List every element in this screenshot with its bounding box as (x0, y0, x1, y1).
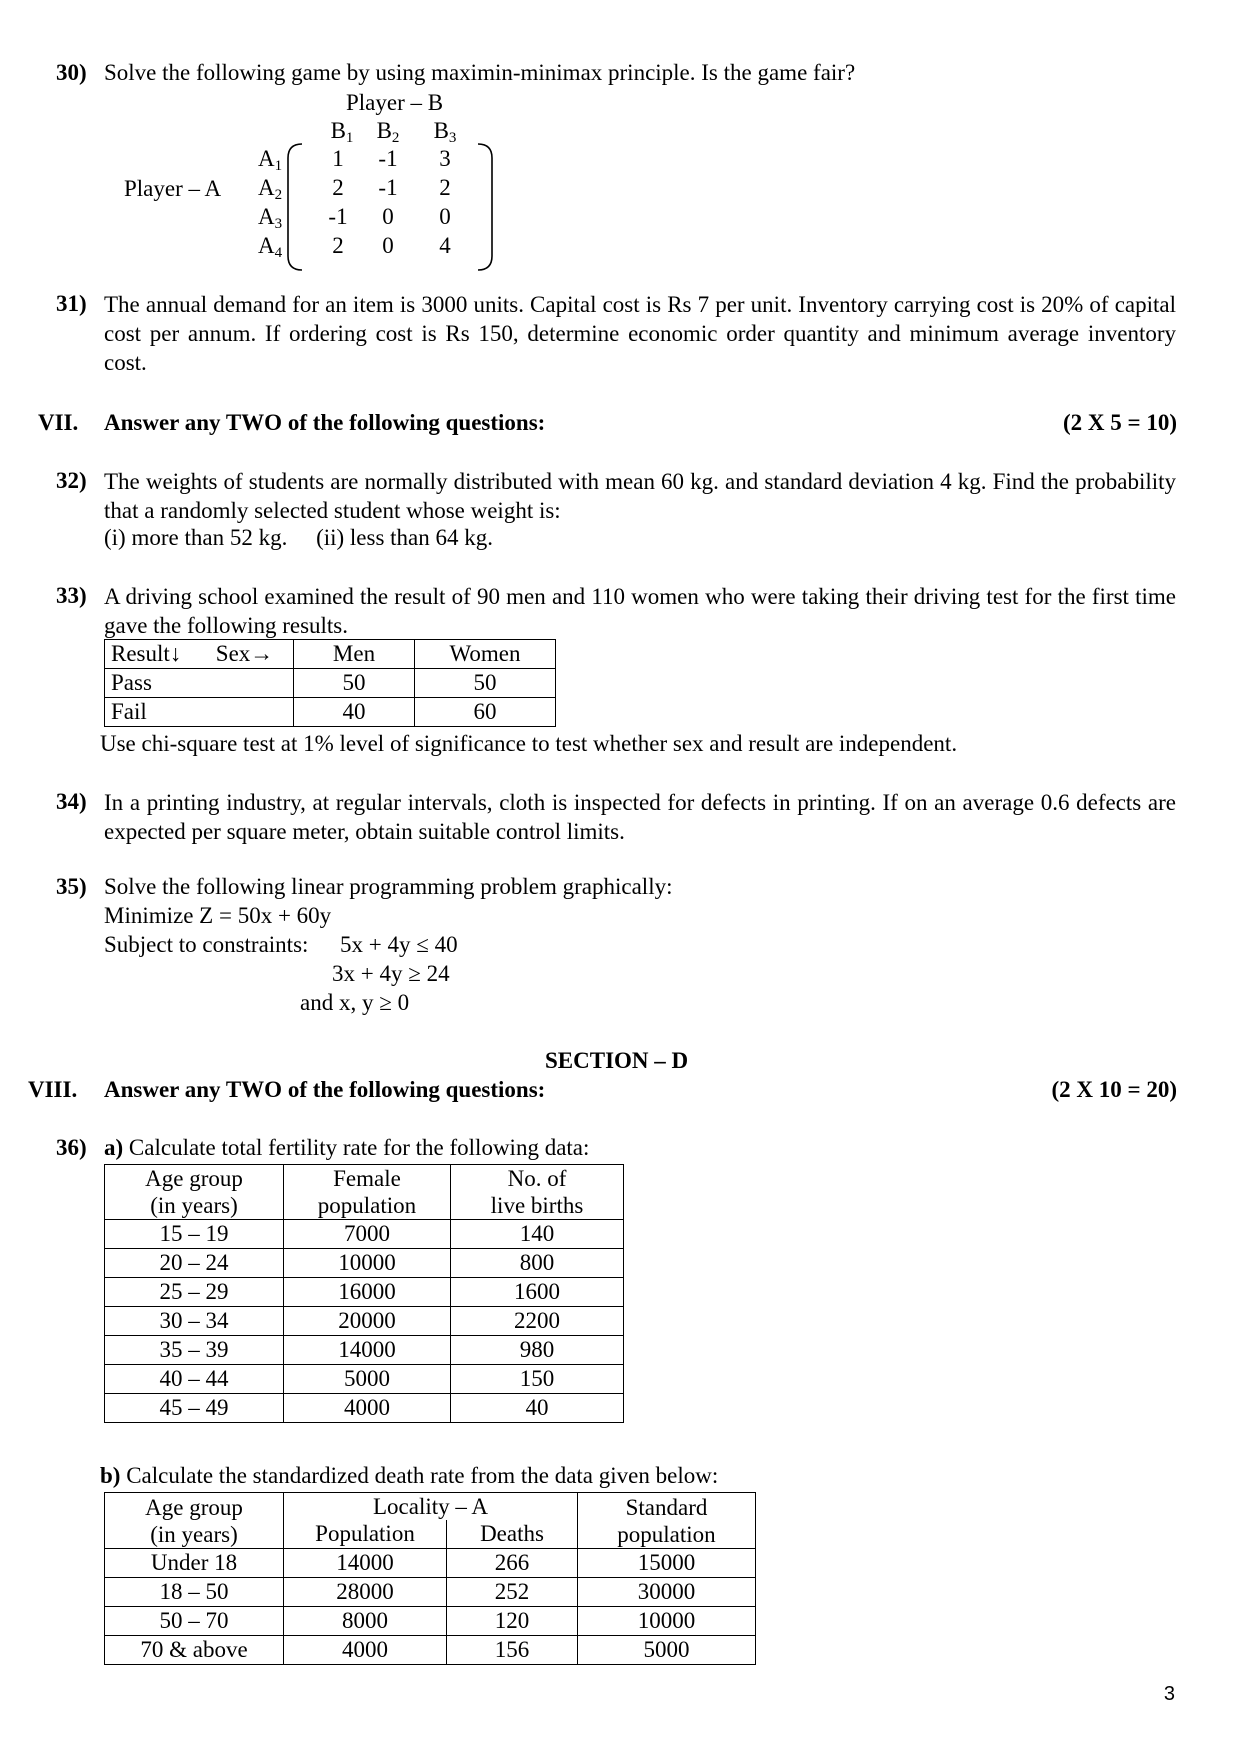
col-sub: 3 (448, 130, 457, 146)
matrix-cell: 0 (382, 204, 394, 229)
question-parts: (i) more than 52 kg. (ii) less than 64 kg. (104, 525, 494, 550)
table-cell: 150 (451, 1365, 624, 1394)
table-cell: 5000 (578, 1636, 756, 1665)
question-number: 33) (56, 583, 87, 608)
header-line: (in years) (150, 1193, 238, 1218)
header-line: population (317, 1193, 417, 1218)
question-number: 30) (56, 60, 87, 85)
table-row (105, 1220, 624, 1249)
table-cell: 980 (451, 1336, 624, 1365)
page-number: 3 (1163, 1683, 1175, 1705)
matrix-cell: 0 (382, 233, 394, 258)
section-number: VII. (38, 410, 79, 435)
table-cell: 25 – 29 (105, 1278, 284, 1307)
question-part-b (100, 1463, 718, 1489)
table-cell: 252 (447, 1578, 578, 1607)
lpp-constraint-label: Subject to constraints: (104, 932, 309, 957)
table-cell: 10000 (284, 1249, 451, 1278)
row-sub: 4 (274, 245, 283, 261)
table-row (105, 1549, 756, 1578)
table-cell: 28000 (284, 1578, 447, 1607)
table-row (105, 669, 556, 698)
col-sub: 2 (391, 130, 400, 146)
col-head: B (433, 118, 449, 143)
header-line: Female (333, 1166, 401, 1191)
row-head: A (257, 146, 275, 171)
table-header-cell: Population (284, 1520, 447, 1549)
table-header-cell (105, 1165, 284, 1220)
row-sub: 3 (274, 216, 283, 232)
header-line: (in years) (150, 1521, 238, 1547)
table-row (105, 1249, 624, 1278)
lpp-constraint: and x, y ≥ 0 (300, 990, 410, 1015)
question-number: 32) (56, 468, 87, 493)
lpp-constraint: 3x + 4y ≥ 24 (332, 961, 450, 986)
question-text: In a printing industry, at regular intervals, cloth is inspected for defects in printing. If on an average 0.6 defects are expected per square meter, obtain suitable control limits. (104, 790, 1176, 844)
table-cell: 45 – 49 (105, 1394, 284, 1423)
table-header-cell: Result↓ Sex→ (105, 640, 294, 669)
table-cell: 4000 (284, 1394, 451, 1423)
header-line: Age group (145, 1166, 243, 1191)
matrix-cell: 4 (439, 233, 451, 258)
table-cell: Under 18 (105, 1549, 284, 1578)
table-cell: 120 (447, 1607, 578, 1636)
header-line: population (617, 1521, 716, 1547)
question-number: 34) (56, 789, 87, 814)
matrix-cell: 2 (439, 175, 451, 200)
row-sub: 1 (274, 158, 283, 174)
table-cell: 40 (451, 1394, 624, 1423)
header-line: Standard (625, 1494, 708, 1520)
table-header-cell (284, 1165, 451, 1220)
table-cell: 14000 (284, 1549, 447, 1578)
table-cell: 5000 (284, 1365, 451, 1394)
lpp-objective: Minimize Z = 50x + 60y (104, 903, 332, 928)
section-instruction: Answer any TWO of the following questions: (104, 1077, 546, 1102)
question-text: Solve the following linear programming problem graphically: (104, 874, 673, 899)
table-row (105, 1336, 624, 1365)
table-header-cell (105, 1493, 284, 1549)
table-header-cell (451, 1165, 624, 1220)
table-header-cell: Men (294, 640, 415, 669)
matrix-cell: -1 (328, 204, 348, 229)
col-head: B (376, 118, 392, 143)
table-row (105, 1307, 624, 1336)
question-part-a (104, 1135, 589, 1161)
col-head: B (330, 118, 346, 143)
question-number: 36) (56, 1135, 87, 1160)
row-head: A (257, 204, 275, 229)
section-number: VIII. (28, 1077, 78, 1102)
question-text: A driving school examined the result of 90 men and 110 women who were taking their driving test for the first time gave the following results. (104, 584, 1176, 638)
table-cell: 4000 (284, 1636, 447, 1665)
table-cell: 30 – 34 (105, 1307, 284, 1336)
table-cell: 30000 (578, 1578, 756, 1607)
table-header-cell: Deaths (447, 1520, 578, 1549)
header-line: live births (490, 1193, 584, 1218)
player-a-label: Player – A (124, 176, 222, 201)
table-cell: 15 – 19 (105, 1220, 284, 1249)
table-cell: 1600 (451, 1278, 624, 1307)
table-cell: 7000 (284, 1220, 451, 1249)
table-cell: 35 – 39 (105, 1336, 284, 1365)
table-header-row (105, 1493, 756, 1521)
matrix-cell: 2 (332, 233, 344, 258)
matrix-cell: 0 (439, 204, 451, 229)
part-label: a) (104, 1135, 124, 1160)
matrix-cell: 1 (332, 146, 344, 171)
table-row (105, 1394, 624, 1423)
table-row (105, 1636, 756, 1665)
header-line: No. of (507, 1166, 567, 1191)
question-text: The weights of students are normally distributed with mean 60 kg. and standard deviation 4 kg. Find the probability that a randomly selected student whose weight is: (104, 469, 1176, 523)
death-rate-table (104, 1492, 756, 1665)
question-text: The annual demand for an item is 3000 units. Capital cost is Rs 7 per unit. Inventory carrying cost is 20% of capital cost per annum. If ordering cost is Rs 150, determine economic order quantity and minimum average inventory cost. (104, 292, 1176, 375)
section-title: SECTION – D (545, 1048, 689, 1073)
part-text: Calculate total fertility rate for the following data: (128, 1135, 590, 1160)
table-cell: 10000 (578, 1607, 756, 1636)
table-row (105, 698, 556, 727)
table-cell: 70 & above (105, 1636, 284, 1665)
fertility-table (104, 1164, 624, 1423)
table-cell: 50 – 70 (105, 1607, 284, 1636)
table-header-cell: Women (415, 640, 556, 669)
table-cell: 15000 (578, 1549, 756, 1578)
row-sub: 2 (274, 187, 283, 203)
table-cell: 18 – 50 (105, 1578, 284, 1607)
matrix-cell: 3 (439, 146, 451, 171)
row-head: A (257, 175, 275, 200)
table-cell: 140 (451, 1220, 624, 1249)
table-header-row (105, 1165, 624, 1220)
question-text: Solve the following game by using maximin-minimax principle. Is the game fair? (104, 60, 856, 85)
table-cell: 266 (447, 1549, 578, 1578)
matrix-cell: -1 (378, 146, 398, 171)
question-number: 35) (56, 874, 87, 899)
table-cell: 16000 (284, 1278, 451, 1307)
question-number: 31) (56, 291, 87, 316)
table-cell: 20000 (284, 1307, 451, 1336)
table-cell: 8000 (284, 1607, 447, 1636)
contingency-table (104, 639, 556, 727)
table-row (105, 1607, 756, 1636)
table-cell: 50 (415, 669, 556, 698)
table-cell: 60 (415, 698, 556, 727)
player-b-label: Player – B (346, 90, 444, 115)
table-cell: Fail (105, 698, 294, 727)
table-cell: 50 (294, 669, 415, 698)
section-instruction: Answer any TWO of the following questions: (104, 410, 546, 435)
lpp-constraint: 5x + 4y ≤ 40 (340, 932, 458, 957)
section-marks: (2 X 10 = 20) (1051, 1077, 1177, 1102)
table-header-cell (578, 1493, 756, 1549)
matrix-cell: 2 (332, 175, 344, 200)
part-label: b) (100, 1463, 121, 1488)
part-text: Calculate the standardized death rate from the data given below: (126, 1463, 719, 1488)
table-cell: 14000 (284, 1336, 451, 1365)
table-cell: 40 (294, 698, 415, 727)
table-cell: 2200 (451, 1307, 624, 1336)
header-line: Age group (145, 1494, 243, 1520)
matrix-cell: -1 (378, 175, 398, 200)
table-cell: 20 – 24 (105, 1249, 284, 1278)
table-row (105, 1278, 624, 1307)
table-cell: 156 (447, 1636, 578, 1665)
table-cell: 40 – 44 (105, 1365, 284, 1394)
col-sub: 1 (345, 130, 354, 146)
table-header-row (105, 640, 556, 669)
matrix-brackets (280, 140, 500, 274)
table-cell: Pass (105, 669, 294, 698)
question-instruction: Use chi-square test at 1% level of significance to test whether sex and result are independent. (100, 731, 958, 756)
table-row (105, 1365, 624, 1394)
table-header-cell: Locality – A (284, 1493, 578, 1521)
section-marks: (2 X 5 = 10) (1062, 410, 1177, 435)
row-head: A (257, 233, 275, 258)
table-row (105, 1578, 756, 1607)
table-cell: 800 (451, 1249, 624, 1278)
